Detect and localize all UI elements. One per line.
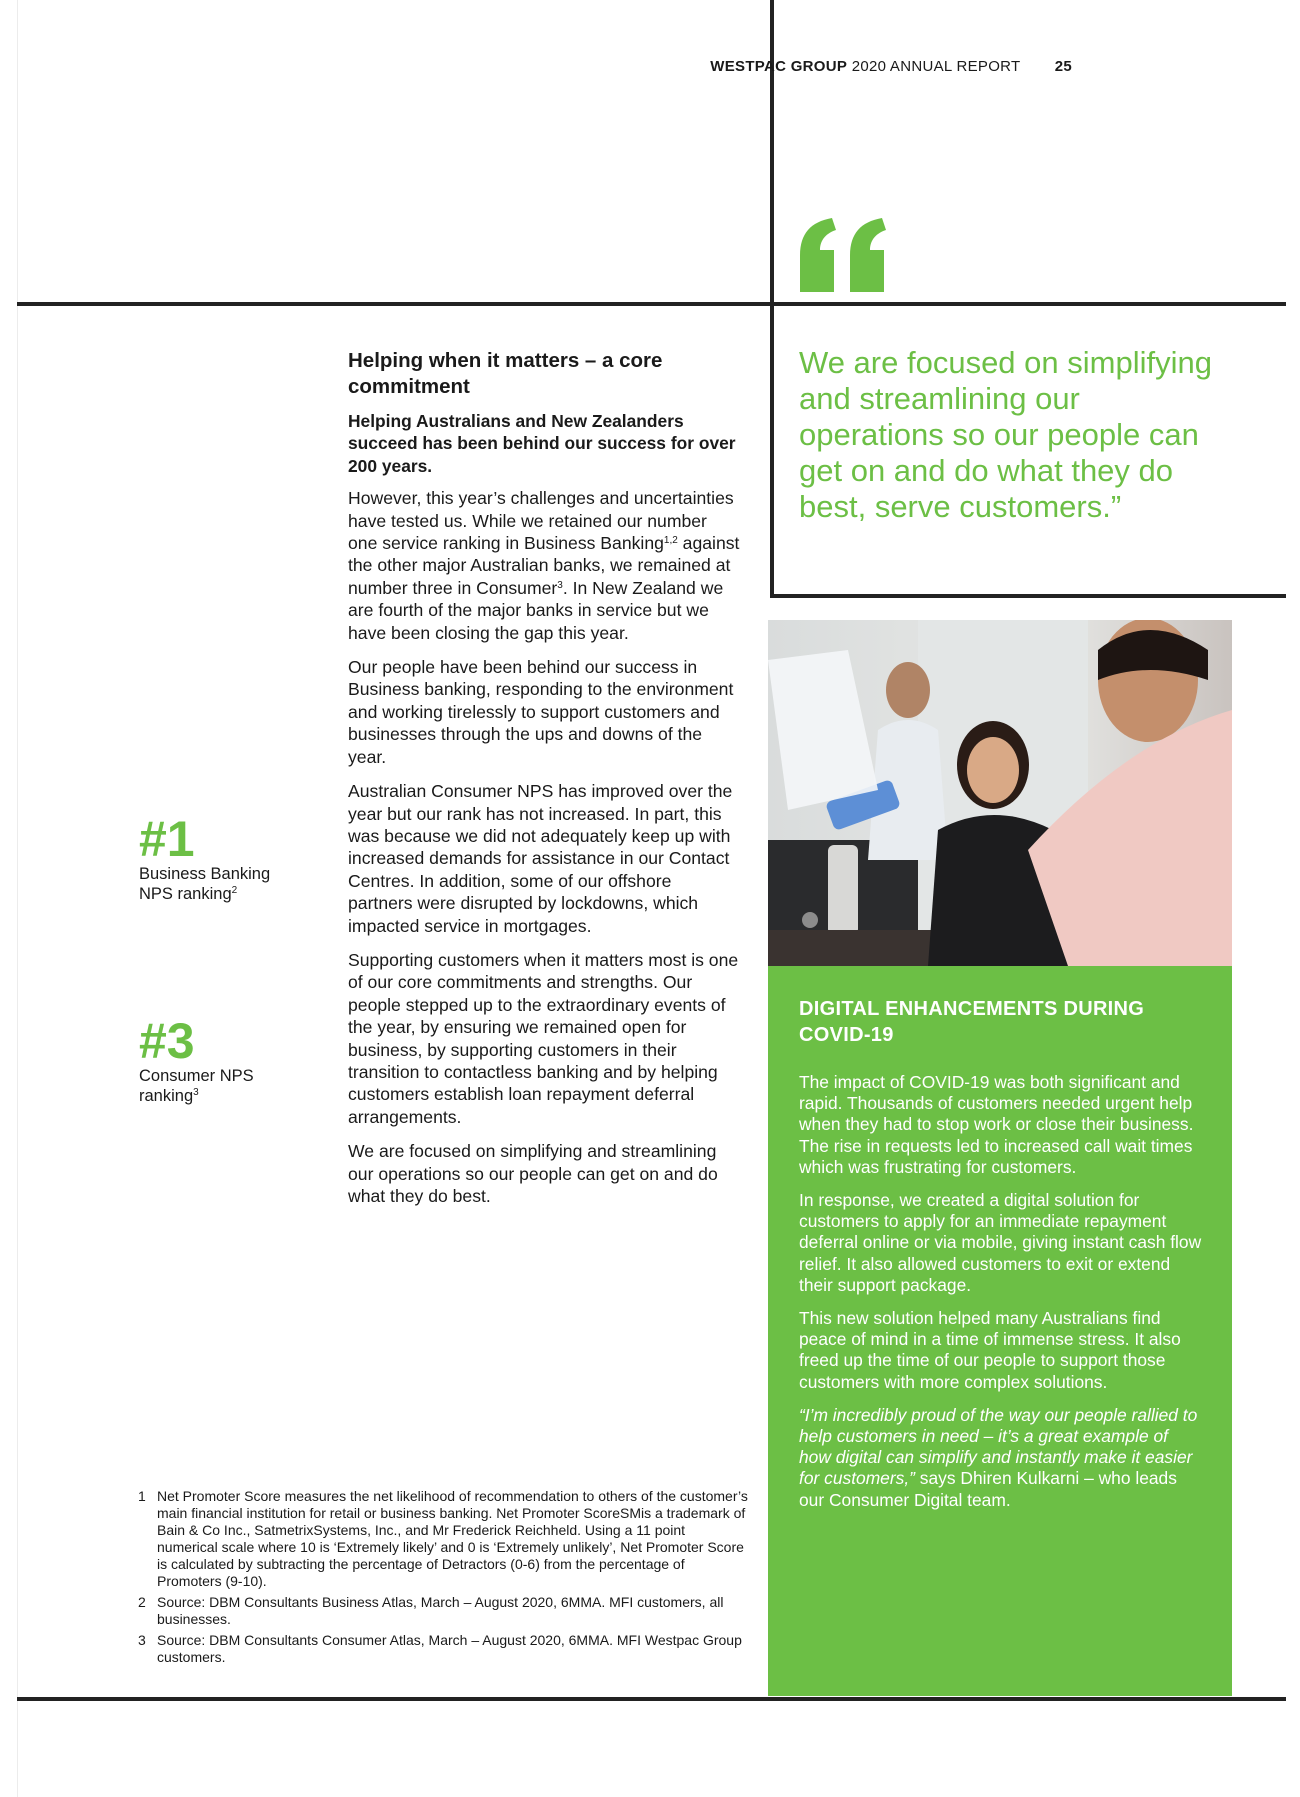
panel-quote: “I’m incredibly proud of the way our people rallied to help customers in need – it’s a great example of how digital can simplify and instantly make it easier for customers,” says Dhiren Kulkarni – who leads our Consumer Digital team. (799, 1404, 1198, 1510)
page-number: 25 (1054, 58, 1072, 75)
digital-enhancements-panel (768, 966, 1232, 1696)
header-report: 2020 ANNUAL REPORT (851, 58, 1021, 75)
office-photo (768, 620, 1232, 966)
panel-paragraph-3: This new solution helped many Australians find peace of mind in a time of immense stress. It also freed up the time of our people to support those customers with more complex solutions. (799, 1308, 1181, 1392)
pull-quote: We are focused on simplifying and streamlining our operations so our people can get on and do what they do best, serve customers.” (799, 345, 1212, 524)
article-paragraph-3: Australian Consumer NPS has improved over the year but our rank has not increased. In part, this was because we did not adequately keep up with increased demands for assistance in our Contact Centres. In addition, some of our offshore partners were disrupted by lockdowns, which impacted service in mortgages. (348, 781, 733, 936)
panel-paragraph-2: In response, we created a digital solution for customers to apply for an immediate repayment deferral online or via mobile, giving instant cash flow relief. It also allowed customers to exit or extend their support package. (799, 1190, 1202, 1295)
article-paragraph-4: Supporting customers when it matters most is one of our core commitments and strengths. Our people stepped up to the extraordinary events of the year, by ensuring we remained open for business, by supporting customers in their transition to contactless banking and by helping customers establish loan repayment deferral arrangements. (348, 949, 739, 1127)
stat-business-banking (139, 811, 309, 904)
stat-value: #3 (139, 1013, 195, 1069)
stat-consumer-nps (139, 1013, 309, 1106)
top-horizontal-rule (17, 302, 1286, 306)
article-paragraph-5: We are focused on simplifying and streamlining our operations so our people can get on and do what they do best. (348, 1141, 718, 1206)
article-paragraph-2: Our people have been behind our success in Business banking, responding to the environment and working tirelessly to support customers and businesses through the ups and downs of the year. (348, 657, 734, 767)
article-lead: Helping Australians and New Zealanders succeed has been behind our success for over 200 years. (348, 411, 736, 476)
main-article (348, 348, 740, 1219)
stat-label: Business Banking NPS ranking$^2$ (139, 865, 271, 903)
footnote: 2 Source: DBM Consultants Business Atlas, March – August 2020, 6MMA. MFI customers, all businesses. (138, 1594, 724, 1627)
quote-bottom-rule (770, 594, 1286, 598)
quote-mark-icon (800, 218, 892, 292)
page-edge (17, 0, 18, 1797)
vertical-divider (770, 0, 774, 598)
page-header (710, 58, 1072, 75)
panel-paragraph-1: The impact of COVID-19 was both significant and rapid. Thousands of customers needed urgent help when they had to stop work or close their business. The rise in requests led to increased call wait times which was frustrating for customers. (799, 1072, 1194, 1177)
stat-value: #1 (139, 811, 195, 867)
footnotes (138, 1488, 748, 1670)
header-brand: WESTPAC GROUP (710, 58, 848, 75)
footnote: 3 Source: DBM Consultants Consumer Atlas, March – August 2020, 6MMA. MFI Westpac Group customers. (138, 1632, 742, 1665)
article-paragraph-1: However, this year’s challenges and uncertainties have tested us. While we retained our number one service ranking in Business Banking$^{1,2}$ against the other major Australian banks, we remained at number three in Consumer$^3$. In New Zealand we are fourth of the major banks in service but we have been closing the gap this year. (348, 488, 740, 643)
article-title: Helping when it matters – a core commitment (348, 349, 663, 398)
stat-label: Consumer NPS ranking$^3$ (139, 1067, 254, 1105)
panel-title: DIGITAL ENHANCEMENTS DURING COVID-19 (799, 998, 1145, 1046)
footnote: 1 Net Promoter Score measures the net likelihood of recommendation to others of the customer’s main financial institution for retail or business banking. Net Promoter ScoreSMis a trademark of Bain & Co Inc., SatmetrixSystems, Inc., and Mr Frederick Reichheld. Using a 11 point numerical scale where 10 is ‘Extremely likely’ and 0 is ‘Extremely unlikely’, Net Promoter Score is calculated by subtracting the percentage of Detractors (0-6) from the percentage of Promoters (9-10). (138, 1488, 748, 1589)
bottom-horizontal-rule (17, 1697, 1286, 1701)
